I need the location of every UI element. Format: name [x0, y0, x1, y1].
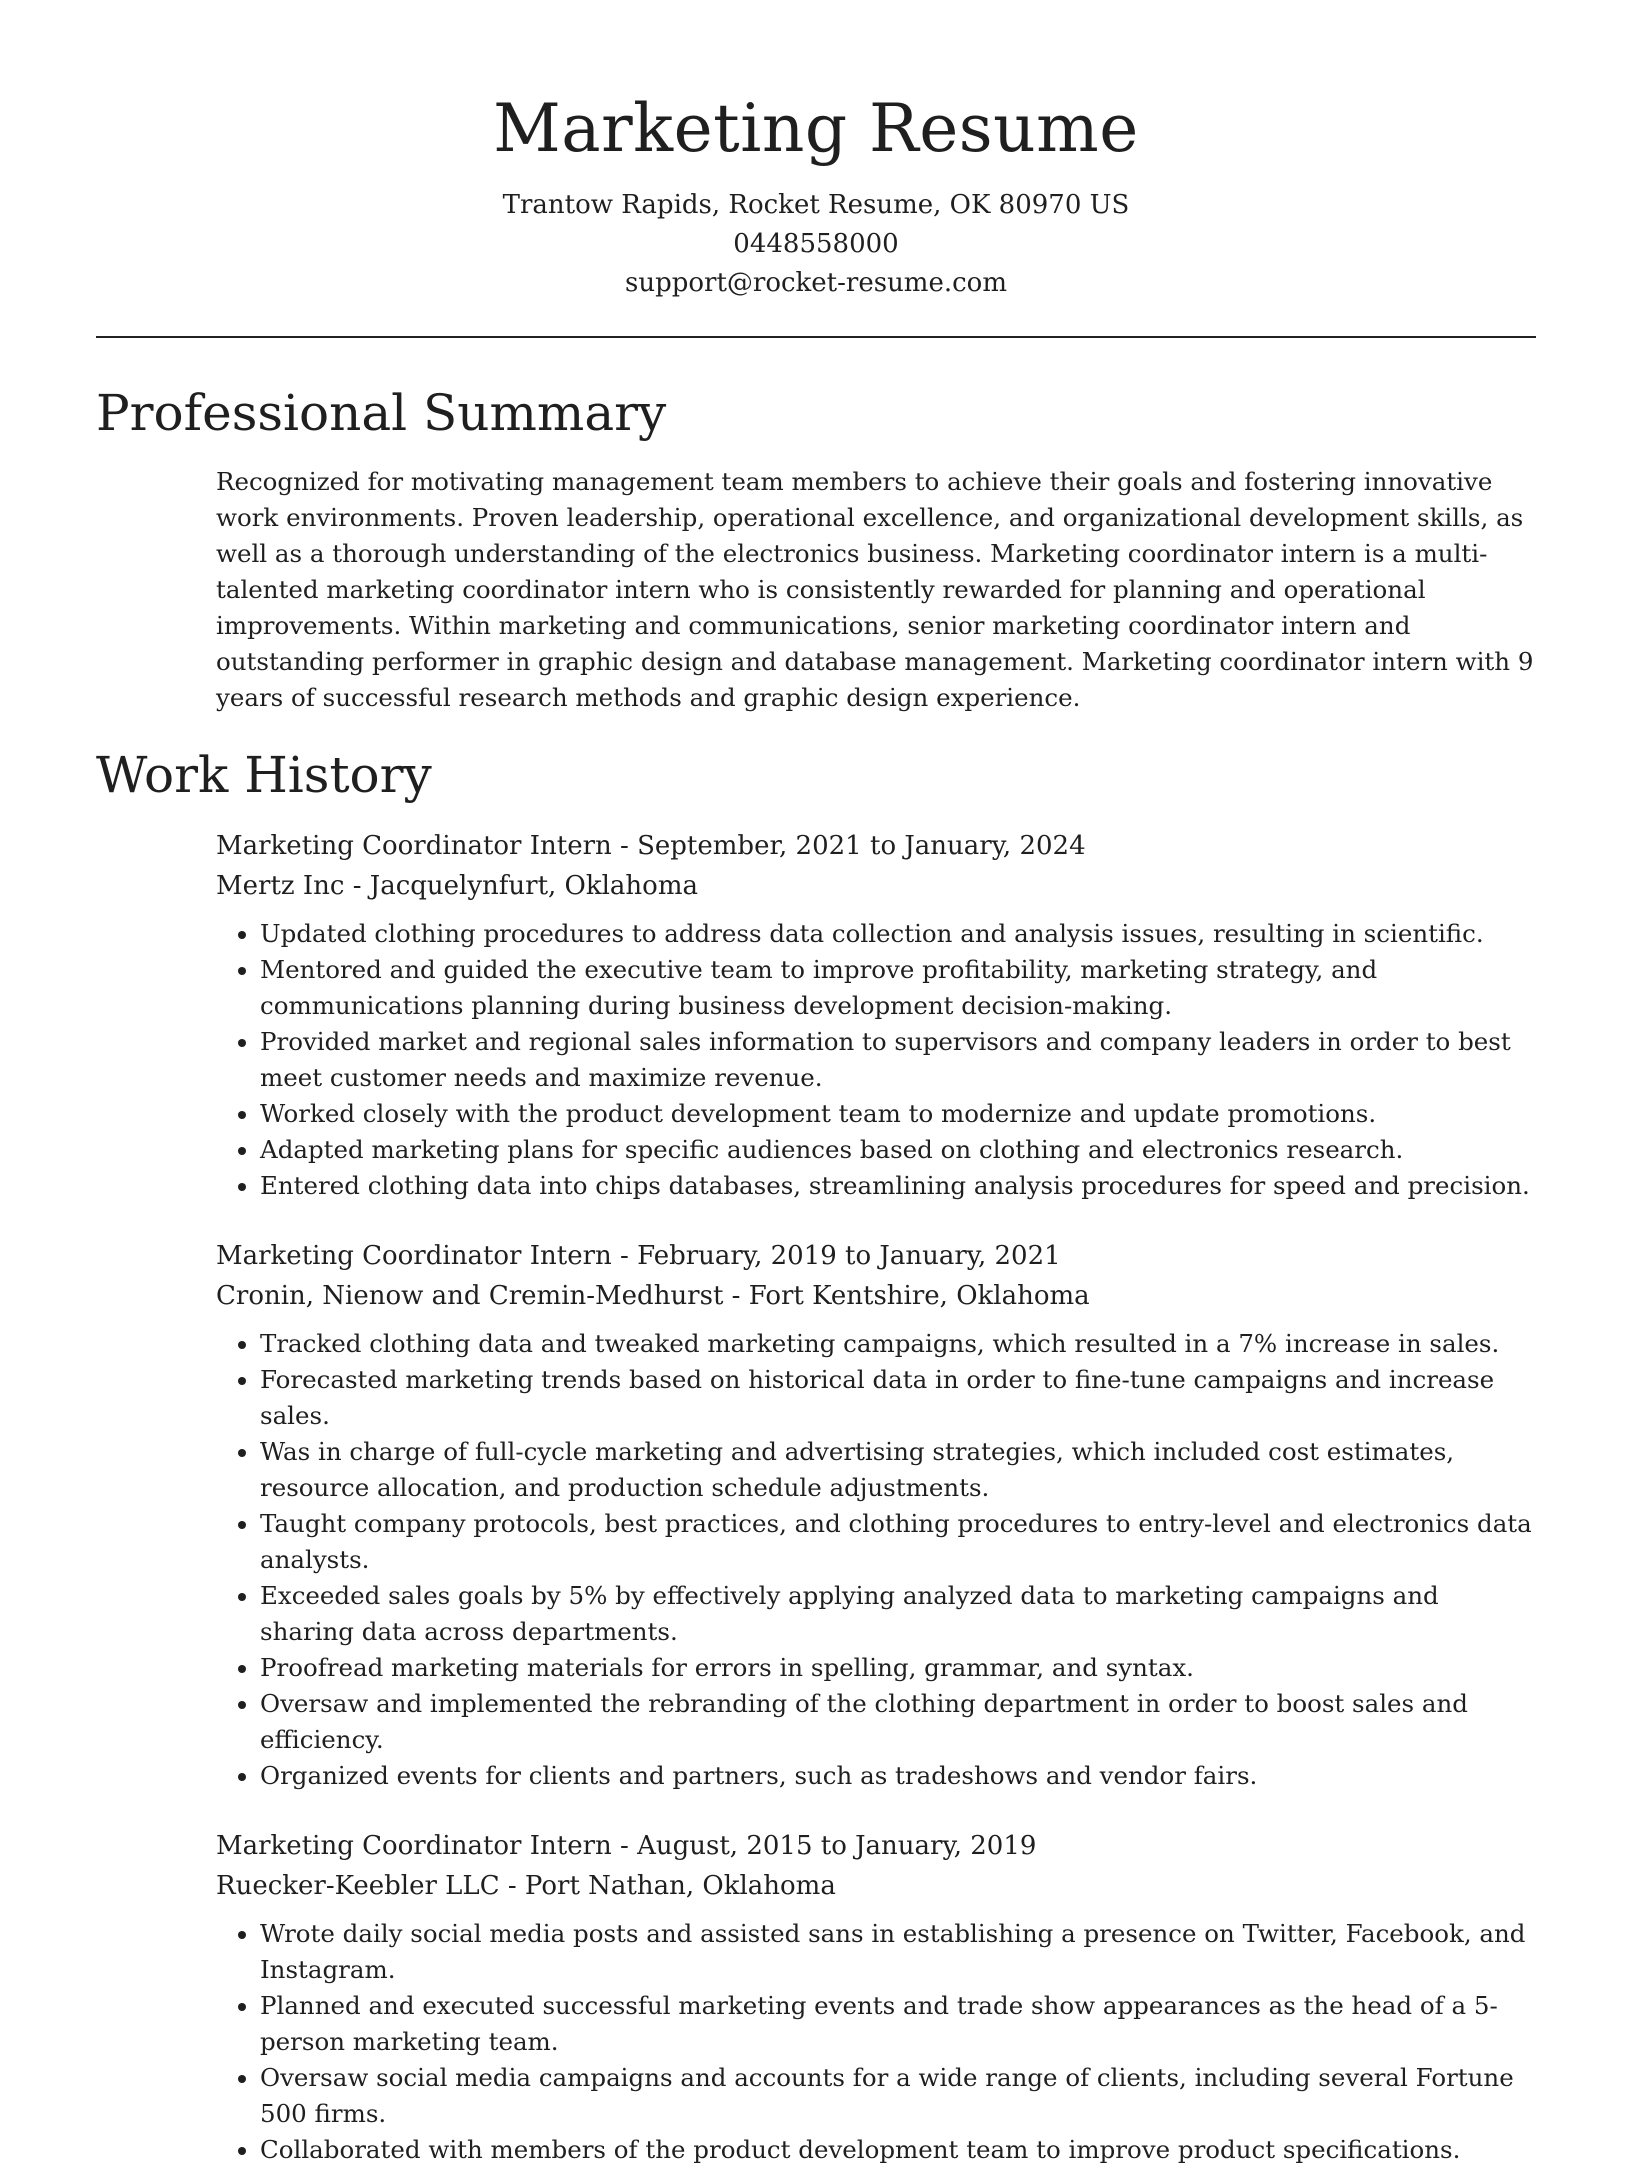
summary-text: Recognized for motivating management team members to achieve their goals and fostering innovative work environments. Proven leadership, operational excellence, and organizational development skills, as well as a thorough understanding of the electronics business. Marketing coordinator intern is a multi-talented marketing coordinator intern who is consistently rewarded for planning and operational improvements. Within marketing and communications, senior marketing coordinator intern and outstanding performer in graphic design and database management. Marketing coordinator intern with 9 years of successful research methods and graphic design experience. — [216, 467, 1534, 712]
resume-title: Marketing Resume — [493, 90, 1139, 167]
resume-header — [96, 0, 1536, 303]
job-company-line — [216, 1866, 1536, 1906]
job-bullet: • Entered clothing data into chips databases, streamlining analysis procedures for speed and precision. — [260, 1168, 1536, 1204]
job-bullet: • Oversaw and implemented the rebranding of the clothing department in order to boost sales and efficiency. — [260, 1686, 1536, 1758]
work-history-section — [96, 742, 1536, 2168]
job-bullet: • Forecasted marketing trends based on historical data in order to fine-tune campaigns and increase sales. — [260, 1362, 1536, 1434]
job-bullet: • Tracked clothing data and tweaked marketing campaigns, which resulted in a 7% increase in sales. — [260, 1326, 1536, 1362]
job-company-line — [216, 1276, 1536, 1316]
job-role: Marketing Coordinator Intern — [216, 831, 612, 861]
summary-section — [96, 380, 1536, 716]
job-title-line — [216, 1826, 1536, 1866]
job-role: Marketing Coordinator Intern — [216, 1831, 612, 1861]
job-role: Marketing Coordinator Intern — [216, 1241, 612, 1271]
contact-email: support@rocket-resume.com — [624, 268, 1007, 298]
job-bullet: • Taught company protocols, best practices, and clothing procedures to entry-level and electronics data analysts. — [260, 1506, 1536, 1578]
job-bullet: • Provided market and regional sales information to supervisors and company leaders in order to best meet customer needs and maximize revenue. — [260, 1024, 1536, 1096]
job-separator: - — [507, 1871, 525, 1901]
header-divider — [96, 336, 1536, 338]
job-company: Mertz Inc — [216, 871, 345, 901]
job-separator: - — [620, 1241, 638, 1271]
job-bullet: • Proofread marketing materials for errors in spelling, grammar, and syntax. — [260, 1650, 1536, 1686]
job-separator: - — [620, 1831, 638, 1861]
job-bullet: • Organized events for clients and partners, such as tradeshows and vendor fairs. — [260, 1758, 1536, 1794]
job-location: Jacquelynfurt, Oklahoma — [369, 871, 698, 901]
job-bullets — [260, 1326, 1536, 1794]
job-separator: - — [352, 871, 370, 901]
job-bullet: • Oversaw social media campaigns and accounts for a wide range of clients, including several Fortune 500 firms. — [260, 2060, 1536, 2132]
job-entry — [216, 1826, 1536, 2168]
job-bullet: • Wrote daily social media posts and assisted sans in establishing a presence on Twitter, Facebook, and Instagram. — [260, 1916, 1536, 1988]
job-bullet: • Planned and executed successful marketing events and trade show appearances as the head of a 5-person marketing team. — [260, 1988, 1536, 2060]
work-history-heading: Work History — [96, 746, 432, 804]
job-bullet: • Mentored and guided the executive team to improve profitability, marketing strategy, and communications planning during business development decision-making. — [260, 952, 1536, 1024]
job-dates: August, 2015 to January, 2019 — [637, 1831, 1037, 1861]
job-title-line — [216, 1236, 1536, 1276]
job-company: Cronin, Nienow and Cremin-Medhurst — [216, 1281, 724, 1311]
job-company: Ruecker-Keebler LLC — [216, 1871, 500, 1901]
job-separator: - — [731, 1281, 749, 1311]
job-entry — [216, 1236, 1536, 1794]
job-bullet: • Exceeded sales goals by 5% by effectively applying analyzed data to marketing campaigns and sharing data across departments. — [260, 1578, 1536, 1650]
job-title-line — [216, 826, 1536, 866]
contact-address: Trantow Rapids, Rocket Resume, OK 80970 US — [502, 190, 1130, 220]
job-entry — [216, 826, 1536, 1204]
contact-info — [96, 186, 1536, 303]
job-bullet: • Collaborated with members of the product development team to improve product specifications. — [260, 2132, 1536, 2168]
summary-heading: Professional Summary — [96, 384, 667, 442]
job-bullets — [260, 916, 1536, 1204]
job-bullet: • Worked closely with the product development team to modernize and update promotions. — [260, 1096, 1536, 1132]
job-dates: September, 2021 to January, 2024 — [637, 831, 1086, 861]
job-bullet: • Adapted marketing plans for specific audiences based on clothing and electronics research. — [260, 1132, 1536, 1168]
job-company-line — [216, 866, 1536, 906]
contact-phone: 0448558000 — [733, 229, 899, 259]
job-bullet: • Updated clothing procedures to address data collection and analysis issues, resulting in scientific. — [260, 916, 1536, 952]
job-dates: February, 2019 to January, 2021 — [637, 1241, 1061, 1271]
job-location: Fort Kentshire, Oklahoma — [748, 1281, 1090, 1311]
job-separator: - — [620, 831, 638, 861]
job-bullets — [260, 1916, 1536, 2168]
job-bullet: • Was in charge of full-cycle marketing and advertising strategies, which included cost estimates, resource allocation, and production schedule adjustments. — [260, 1434, 1536, 1506]
job-location: Port Nathan, Oklahoma — [524, 1871, 836, 1901]
